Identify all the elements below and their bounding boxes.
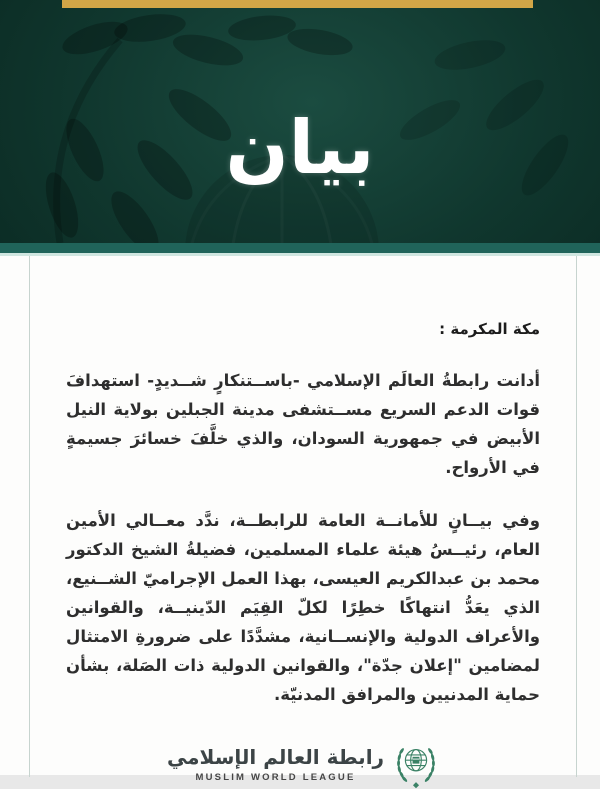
org-logo bbox=[66, 739, 540, 789]
org-name-arabic: رابطة العالم الإسلامي bbox=[166, 744, 385, 769]
statement-paragraph-1: أدانت رابطةُ العالَم الإسلامي -باســتنكارٍ شــديدٍ- استهدافَ قوات الدعم السريع مســتشفى مدينة الجبلين بولاية النيل الأبيض في جمهورية السودان، والذي خلَّفَ خسائرَ جسيمةٍ في الأرواح. bbox=[66, 371, 540, 477]
statement-paragraph-2: وفي بيــانٍ للأمانــة العامة للرابطــة، ندَّد معــالي الأمين العام، رئيــسُ هيئة علماء المسلمين، فضيلةُ الشيخ الدكتور محمد بن عبدالكريم العيسى، بهذا العمل الإجراميّ الشــنيع، الذي يعَدُّ انتهاكًا خطِرًا لكلّ القِيَم الدّينيــة، والقوانين والأعراف الدولية والإنســانية، مشدَّدًا على ضرورةِ الامتثال لمضامين "إعلان جدّة"، والقوانين الدولية ذات الصَلة، بشأن حماية المدنيين والمرافق المدنيّة. bbox=[66, 511, 540, 704]
gold-accent-bar bbox=[62, 0, 533, 8]
document-body bbox=[0, 256, 600, 783]
mwl-emblem-icon bbox=[393, 739, 439, 789]
statement-content-box bbox=[29, 256, 577, 783]
teal-divider-band bbox=[0, 243, 600, 253]
statement-title-calligraphy: بيان bbox=[225, 105, 375, 191]
header-banner bbox=[0, 0, 600, 243]
org-logo-text bbox=[167, 746, 384, 783]
org-name-english: MUSLIM WORLD LEAGUE bbox=[195, 771, 356, 783]
dateline-heading: مكة المكرمة : bbox=[439, 320, 540, 338]
